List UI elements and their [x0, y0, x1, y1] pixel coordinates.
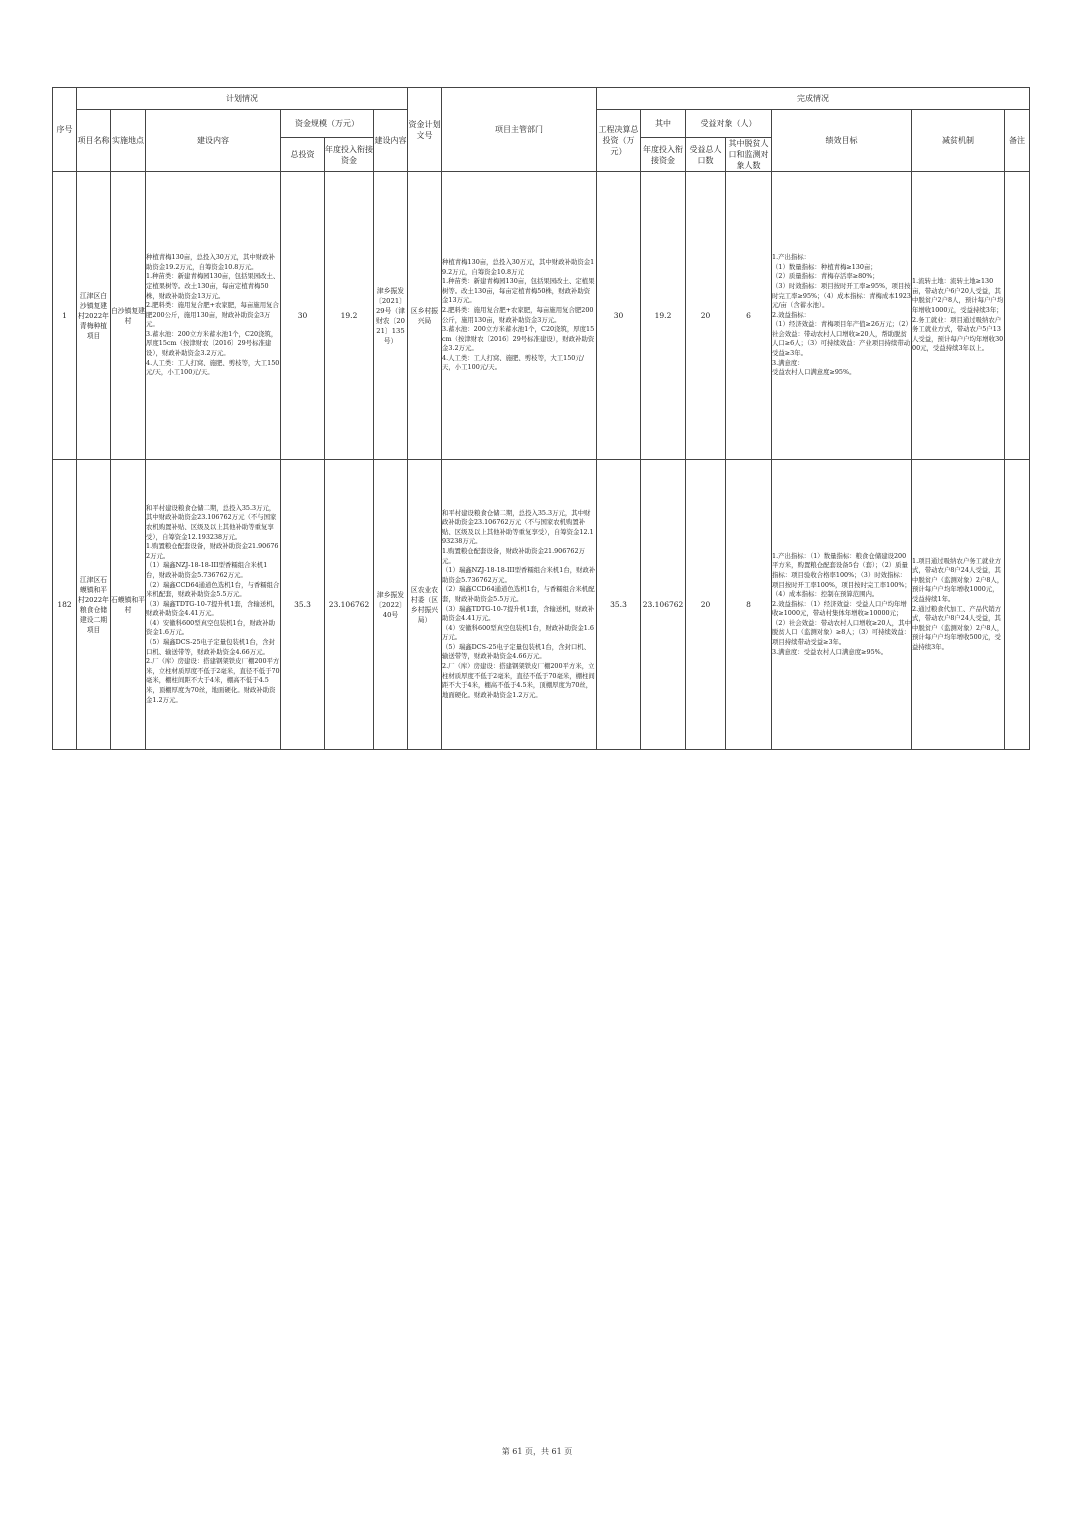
- row-location: 石蟆镇和平村: [111, 460, 146, 750]
- row-dept: 区农业农村委（区乡村振兴局）: [408, 460, 442, 750]
- header-content: 建设内容: [146, 110, 281, 172]
- row-benef-poor: 6: [726, 172, 772, 460]
- row-content: 和平村建设粮食仓储二期，总投入35.3万元，其中财政补助资金23.106762万元（不与国家农机购置补贴、区级及以上其他补助等重复享受），自筹资金12.193238万元。 1.购置粮仓配套设备，财政补助资金21.906762万元。 （1）瑞鑫NZJ-18-18-III型香糯组合米机1台，财政补助资金5.736762万元。 （2）瑞鑫CCD64通道色选机1台，与香糯组合米机配套，财政补助资金5.5万元。 （3）瑞鑫TDTG-10-7提升机1套，含输送机，财政补助资金4.41万元。 （4）安徽科600型真空包装机1台，财政补助资金1.6万元。 （5）瑞鑫DCS-25电子定量包装机1台，含封口机、输送带等，财政补助资金4.66万元。 2.厂（库）房建设：搭建钢架铁皮厂棚200平方米，立柱材质厚度不低于2毫米，直径不低于70毫米，棚柱间距不大于4米，棚高不低于4.5米，顶棚厚度为70丝，地面硬化。财政补助资金1.2万元。: [146, 460, 281, 750]
- header-perf-goal: 绩效目标: [772, 110, 912, 172]
- header-project-name: 项目名称: [77, 110, 111, 172]
- header-fund-doc: 资金计划文号: [408, 88, 442, 172]
- header-dept: 项目主管部门: [442, 88, 597, 172]
- header-seq: 序号: [53, 88, 77, 172]
- header-c-annual-fund: 年度投入衔接资金: [641, 138, 686, 172]
- row-remark: [1005, 460, 1030, 750]
- header-plan-group: 计划情况: [77, 88, 408, 110]
- row-c-content: 和平村建设粮食仓储二期，总投入35.3万元，其中财政补助资金23.106762万元（不与国家农机购置补贴、区级及以上其他补助等重复享受），自筹资金12.193238万元。 1.购置粮仓配套设备，财政补助资金21.906762万元。 （1）瑞鑫NZJ-18-18-III型香糯组合米机1台，财政补助资金5.736762万元。 （2）瑞鑫CCD64通道色选机1台，与香糯组合米机配套，财政补助资金5.5万元。 （3）瑞鑫TDTG-10-7提升机1套，含输送机，财政补助资金4.41万元。 （4）安徽科600型真空包装机1台，财政补助资金1.6万元。 （5）瑞鑫DCS-25电子定量包装机1台，含封口机、输送带等，财政补助资金4.66万元。 2.厂（库）房建设：搭建钢架铁皮厂棚200平方米，立柱材质厚度不低于2毫米，直径不低于70毫米，棚柱间距不大于4米，棚高不低于4.5米，顶棚厚度为70丝，地面硬化。财政补助资金1.2万元。: [442, 460, 597, 750]
- row-annual-fund: 23.106762: [325, 460, 374, 750]
- header-benef-total: 受益总人口数: [686, 138, 726, 172]
- row-final-invest: 35.3: [597, 460, 641, 750]
- header-fund-scale: 资金规模（万元）: [281, 110, 374, 138]
- row-c-content: 种植青梅130亩，总投入30万元，其中财政补助资金19.2万元，自筹资金10.8万元 1.种苗类：新建青梅园130亩，包括果园改土、定植果树等。改土130亩，每亩定植青梅50株，财政补助资金13万元。 2.肥料类：施用复合肥+农家肥，每亩施用复合肥200公斤，施用130亩，财政补助资金3万元。 3.蓄水池：200立方米蓄水池1个，C20浇筑，厚度15cm（按津财农〔2016〕29号标准建设），财政补助资金3.2万元。 4.人工类：工人打窝、施肥、剪枝等，大工150元/天，小工100元/天。: [442, 172, 597, 460]
- row-benef-poor: 8: [726, 460, 772, 750]
- row-benef-total: 20: [686, 172, 726, 460]
- header-total-invest: 总投资: [281, 138, 325, 172]
- header-c-content: 建设内容: [374, 110, 408, 172]
- row-perf-goal: 1.产出指标： （1）数量指标：种植青梅≥130亩； （2）质量指标：青梅存活率≥80%； （3）时效指标：项目按时开工率≥95%，项目按时完工率≥95%；（4）成本指标：青梅成本1923元/亩（含蓄水池）。 2.效益指标： （1）经济效益：青梅项目年产值≥26万元；（2）社会效益：带动农村人口增收≥20人，帮助脱贫人口≥6人；（3）可持续效益：产业项目持续带动受益≥3年。 3.满意度： 受益农村人口满意度≥95%。: [772, 172, 912, 460]
- project-table: [52, 87, 1030, 750]
- row-location: 白沙镇复建村: [111, 172, 146, 460]
- table-row: [53, 460, 1030, 750]
- row-content: 种植青梅130亩，总投入30万元，其中财政补助资金19.2万元，自筹资金10.8万元。 1.种苗类：新建青梅园130亩，包括果园改土、定植果树等。改土130亩，每亩定植青梅50株，财政补助资金13万元。 2.肥料类：施用复合肥+农家肥，每亩施用复合肥200公斤，施用130亩，财政补助资金3万元。 3.蓄水池：200立方米蓄水池1个，C20浇筑，厚度15cm（按津财农〔2016〕29号标准建设），财政补助资金3.2万元。 4.人工类：工人打窝、施肥、剪枝等，大工150元/天，小工100元/天。: [146, 172, 281, 460]
- row-project-name: 江津区白沙镇复建村2022年青梅种植项目: [77, 172, 111, 460]
- header-annual-fund: 年度投入衔接资金: [325, 138, 374, 172]
- header-final-invest: 工程决算总投资（万元）: [597, 110, 641, 172]
- row-total-invest: 30: [281, 172, 325, 460]
- header-benef-poor: 其中脱贫人口和监测对象人数: [726, 138, 772, 172]
- row-poverty-mech: 1.项目通过吸纳农户务工就业方式，带动农户8户24人受益，其中脱贫户（监测对象）2户8人，预计每户户均年增收1000元，受益持续1年。 2.通过粮食代加工、产品代销方式，带动农户8户24人受益，其中脱贫户（监测对象）2户8人，预计每户户均年增收500元，受益持续3年。: [912, 460, 1005, 750]
- row-project-name: 江津区石蟆镇和平村2022年粮食仓储建设二期项目: [77, 460, 111, 750]
- row-final-invest: 30: [597, 172, 641, 460]
- row-c-annual-fund: 23.106762: [641, 460, 686, 750]
- header-location: 实施地点: [111, 110, 146, 172]
- page-footer: 第 61 页，共 61 页: [501, 1447, 573, 1456]
- row-perf-goal: 1.产出指标：（1）数量指标：粮食仓储建设200平方米，购置粮仓配套设备5台（套）；（2）质量指标：项目验收合格率100%；（3）时效指标：项目按时开工率100%，项目按时完工率100%；（4）成本指标：控制在预算范围内。 2.效益指标：（1）经济效益：受益人口户均年增收≥1000元，带动村集体年增收≥10000元；（2）社会效益：带动农村人口增收≥20人，其中脱贫人口（监测对象）≥8人；（3）可持续效益：项目持续带动受益≥3年。 3.满意度：受益农村人口满意度≥95%。: [772, 460, 912, 750]
- header-beneficiaries: 受益对象（人）: [686, 110, 772, 138]
- table-row: [53, 172, 1030, 460]
- row-dept: 区乡村振兴局: [408, 172, 442, 460]
- row-benef-total: 20: [686, 460, 726, 750]
- header-remark: 备注: [1005, 110, 1030, 172]
- header-complete-group: 完成情况: [597, 88, 1030, 110]
- row-seq: 1: [53, 172, 77, 460]
- row-remark: [1005, 172, 1030, 460]
- row-fund-doc: 津乡振发〔2021〕29号（津财农〔2021〕135号）: [374, 172, 408, 460]
- row-total-invest: 35.3: [281, 460, 325, 750]
- row-c-annual-fund: 19.2: [641, 172, 686, 460]
- row-seq: 182: [53, 460, 77, 750]
- row-fund-doc: 津乡振发〔2022〕40号: [374, 460, 408, 750]
- header-poverty-mech: 减贫机制: [912, 110, 1005, 172]
- header-among: 其中: [641, 110, 686, 138]
- row-annual-fund: 19.2: [325, 172, 374, 460]
- row-poverty-mech: 1.流转土地：流转土地≥130亩，带动农户6户20人受益，其中脱贫户2户8人，预计每户户均年增收1000元，受益持续3年； 2.务工就业：项目通过吸纳农户务工就业方式，带动农户5户13人受益，预计每户户均年增收3000元，受益持续3年以上。: [912, 172, 1005, 460]
